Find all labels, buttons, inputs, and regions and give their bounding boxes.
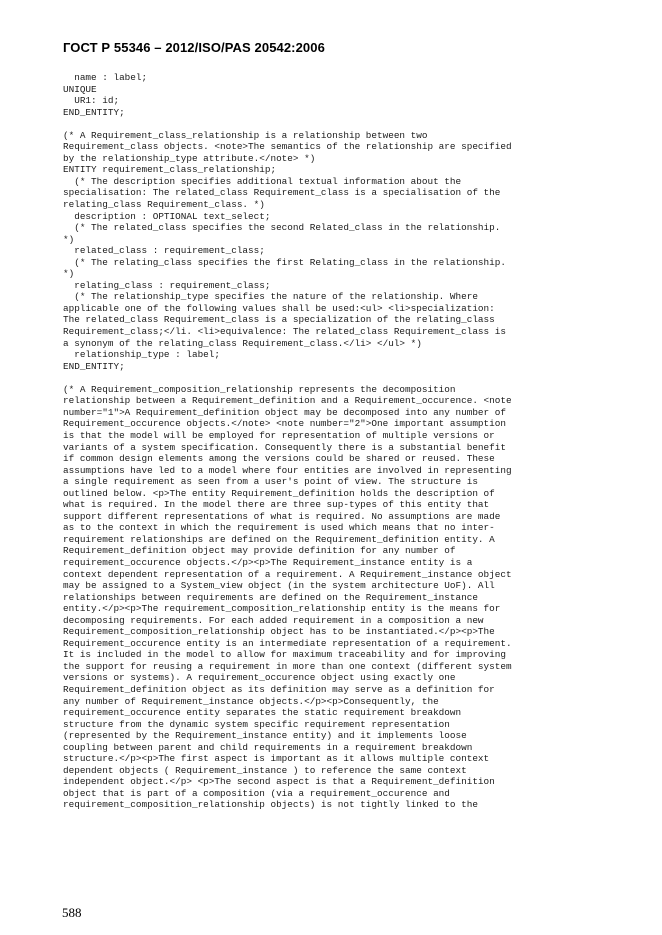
code-line: any number of Requirement_instance objects.</p><p>Consequently, the — [63, 695, 439, 707]
code-line: object that is part of a composition (via a requirement_occurence and — [63, 787, 450, 799]
code-line: entity.</p><p>The requirement_composition_relationship entity is the means for — [63, 603, 501, 615]
code-line: (* A Requirement_composition_relationship represents the decomposition — [63, 383, 456, 395]
code-line: dependent objects ( Requirement_instance ) to reference the same context — [63, 764, 467, 776]
code-line: (* A Requirement_class_relationship is a relationship between two — [63, 129, 428, 141]
code-block — [63, 384, 603, 811]
code-line: the support for reusing a requirement in more than one context (different system — [63, 660, 512, 672]
code-line: independent object.</p> <p>The second aspect is that a Requirement_definition — [63, 776, 495, 788]
code-line: may be assigned to a System_view object (in the system architecture UoF). All — [63, 580, 495, 592]
code-line: UNIQUE — [63, 83, 97, 95]
code-block — [63, 130, 603, 372]
code-line: *) — [63, 233, 75, 245]
blank-line — [63, 372, 603, 384]
code-line: requirement_composition_relationship objects) is not tightly linked to the — [63, 799, 478, 811]
code-line: requirement relationships are defined on the Requirement_definition entity. A — [63, 533, 495, 545]
page-header: ГОСТ Р 55346 – 2012/ISO/PAS 20542:2006 — [63, 40, 325, 55]
code-line: related_class : requirement_class; — [63, 245, 265, 257]
code-line: relationship_type : label; — [63, 349, 221, 361]
code-line: support different representations of what is required. No assumptions are made — [63, 510, 501, 522]
code-line: decomposing requirements. For each added requirement in a composition a new — [63, 614, 484, 626]
code-line: Requirement_class objects. <note>The semantics of the relationship are specified — [63, 141, 512, 153]
code-line: relationships between requirements are defined on the Requirement_instance — [63, 591, 478, 603]
code-line: if common design elements among the versions could be shared or reused. These — [63, 453, 495, 465]
code-line: requirement_occurence entity separates the static requirement breakdown — [63, 707, 462, 719]
code-line: END_ENTITY; — [63, 360, 125, 372]
code-line: relationship between a Requirement_definition and a Requirement_occurence. <note — [63, 395, 512, 407]
code-line: relating_class Requirement_class. *) — [63, 199, 265, 211]
code-line: It is included in the model to allow for maximum traceability and for improving — [63, 649, 506, 661]
code-line: (* The description specifies additional textual information about the — [63, 175, 462, 187]
code-line: name : label; — [63, 72, 148, 83]
code-line: applicable one of the following values shall be used:<ul> <li>specialization: — [63, 302, 495, 314]
code-line: what is required. In the model there are three sup-types of this entity that — [63, 499, 490, 511]
code-line: by the relationship_type attribute.</note> *) — [63, 152, 316, 164]
code-line: versions or systems). A requirement_occurence object using exactly one — [63, 672, 456, 684]
code-line: specialisation: The related_class Requirement_class is a specialisation of the — [63, 187, 501, 199]
code-line: The related_class Requirement_class is a specialization of the relating_class — [63, 314, 495, 326]
code-line: description : OPTIONAL text_select; — [63, 210, 271, 222]
code-line: (* The relationship_type specifies the nature of the relationship. Where — [63, 291, 478, 303]
code-line: as to the context in which the requirement is used which means that no inter- — [63, 522, 495, 534]
code-line: structure.</p><p>The first aspect is important as it allows multiple context — [63, 753, 490, 765]
code-line: ENTITY requirement_class_relationship; — [63, 164, 277, 176]
code-line: END_ENTITY; — [63, 106, 125, 118]
code-line: is that the model will be employed for representation of multiple versions or — [63, 429, 495, 441]
code-line: Requirement_occurence entity is an intermediate representation of a requirement. — [63, 637, 512, 649]
code-line: requirement_occurence objects.</p><p>The Requirement_instance entity is a — [63, 556, 473, 568]
code-line: Requirement_class;</li. <li>equivalence: The related_class Requirement_class is — [63, 326, 506, 338]
code-line: a single requirement as seen from a user's point of view. The structure is — [63, 476, 478, 488]
code-line: number="1">A Requirement_definition object may be decomposed into any number of — [63, 406, 506, 418]
code-line: (* The related_class specifies the second Related_class in the relationship. — [63, 222, 501, 234]
code-line: coupling between parent and child requirements in a requirement breakdown — [63, 741, 473, 753]
code-line: Requirement_occurence objects.</note> <note number="2">One important assumption — [63, 418, 506, 430]
code-listing — [63, 72, 603, 811]
blank-line — [63, 118, 603, 130]
code-line: structure from the dynamic system specific requirement representation — [63, 718, 450, 730]
code-line: Requirement_composition_relationship object has to be instantiated.</p><p>The — [63, 626, 495, 638]
code-line: a synonym of the relating_class Requirement_class.</li> </ul> *) — [63, 337, 422, 349]
code-block — [63, 72, 603, 118]
code-line: variants of a system specification. Consequently there is a substantial benefit — [63, 441, 506, 453]
code-line: UR1: id; — [63, 95, 120, 107]
code-line: (* The relating_class specifies the first Relating_class in the relationship. — [63, 256, 506, 268]
code-line: (represented by the Requirement_instance entity) and it implements loose — [63, 730, 467, 742]
code-line: context dependent representation of a requirement. A Requirement_instance object — [63, 568, 512, 580]
code-line: Requirement_definition object may provide definition for any number of — [63, 545, 456, 557]
page-number: 588 — [62, 905, 82, 920]
code-line: relating_class : requirement_class; — [63, 279, 271, 291]
code-line: Requirement_definition object as its definition may serve as a definition for — [63, 683, 495, 695]
code-line: *) — [63, 268, 75, 280]
code-line: assumptions have led to a model where four entities are involved in representing — [63, 464, 512, 476]
code-line: outlined below. <p>The entity Requirement_definition holds the description of — [63, 487, 495, 499]
